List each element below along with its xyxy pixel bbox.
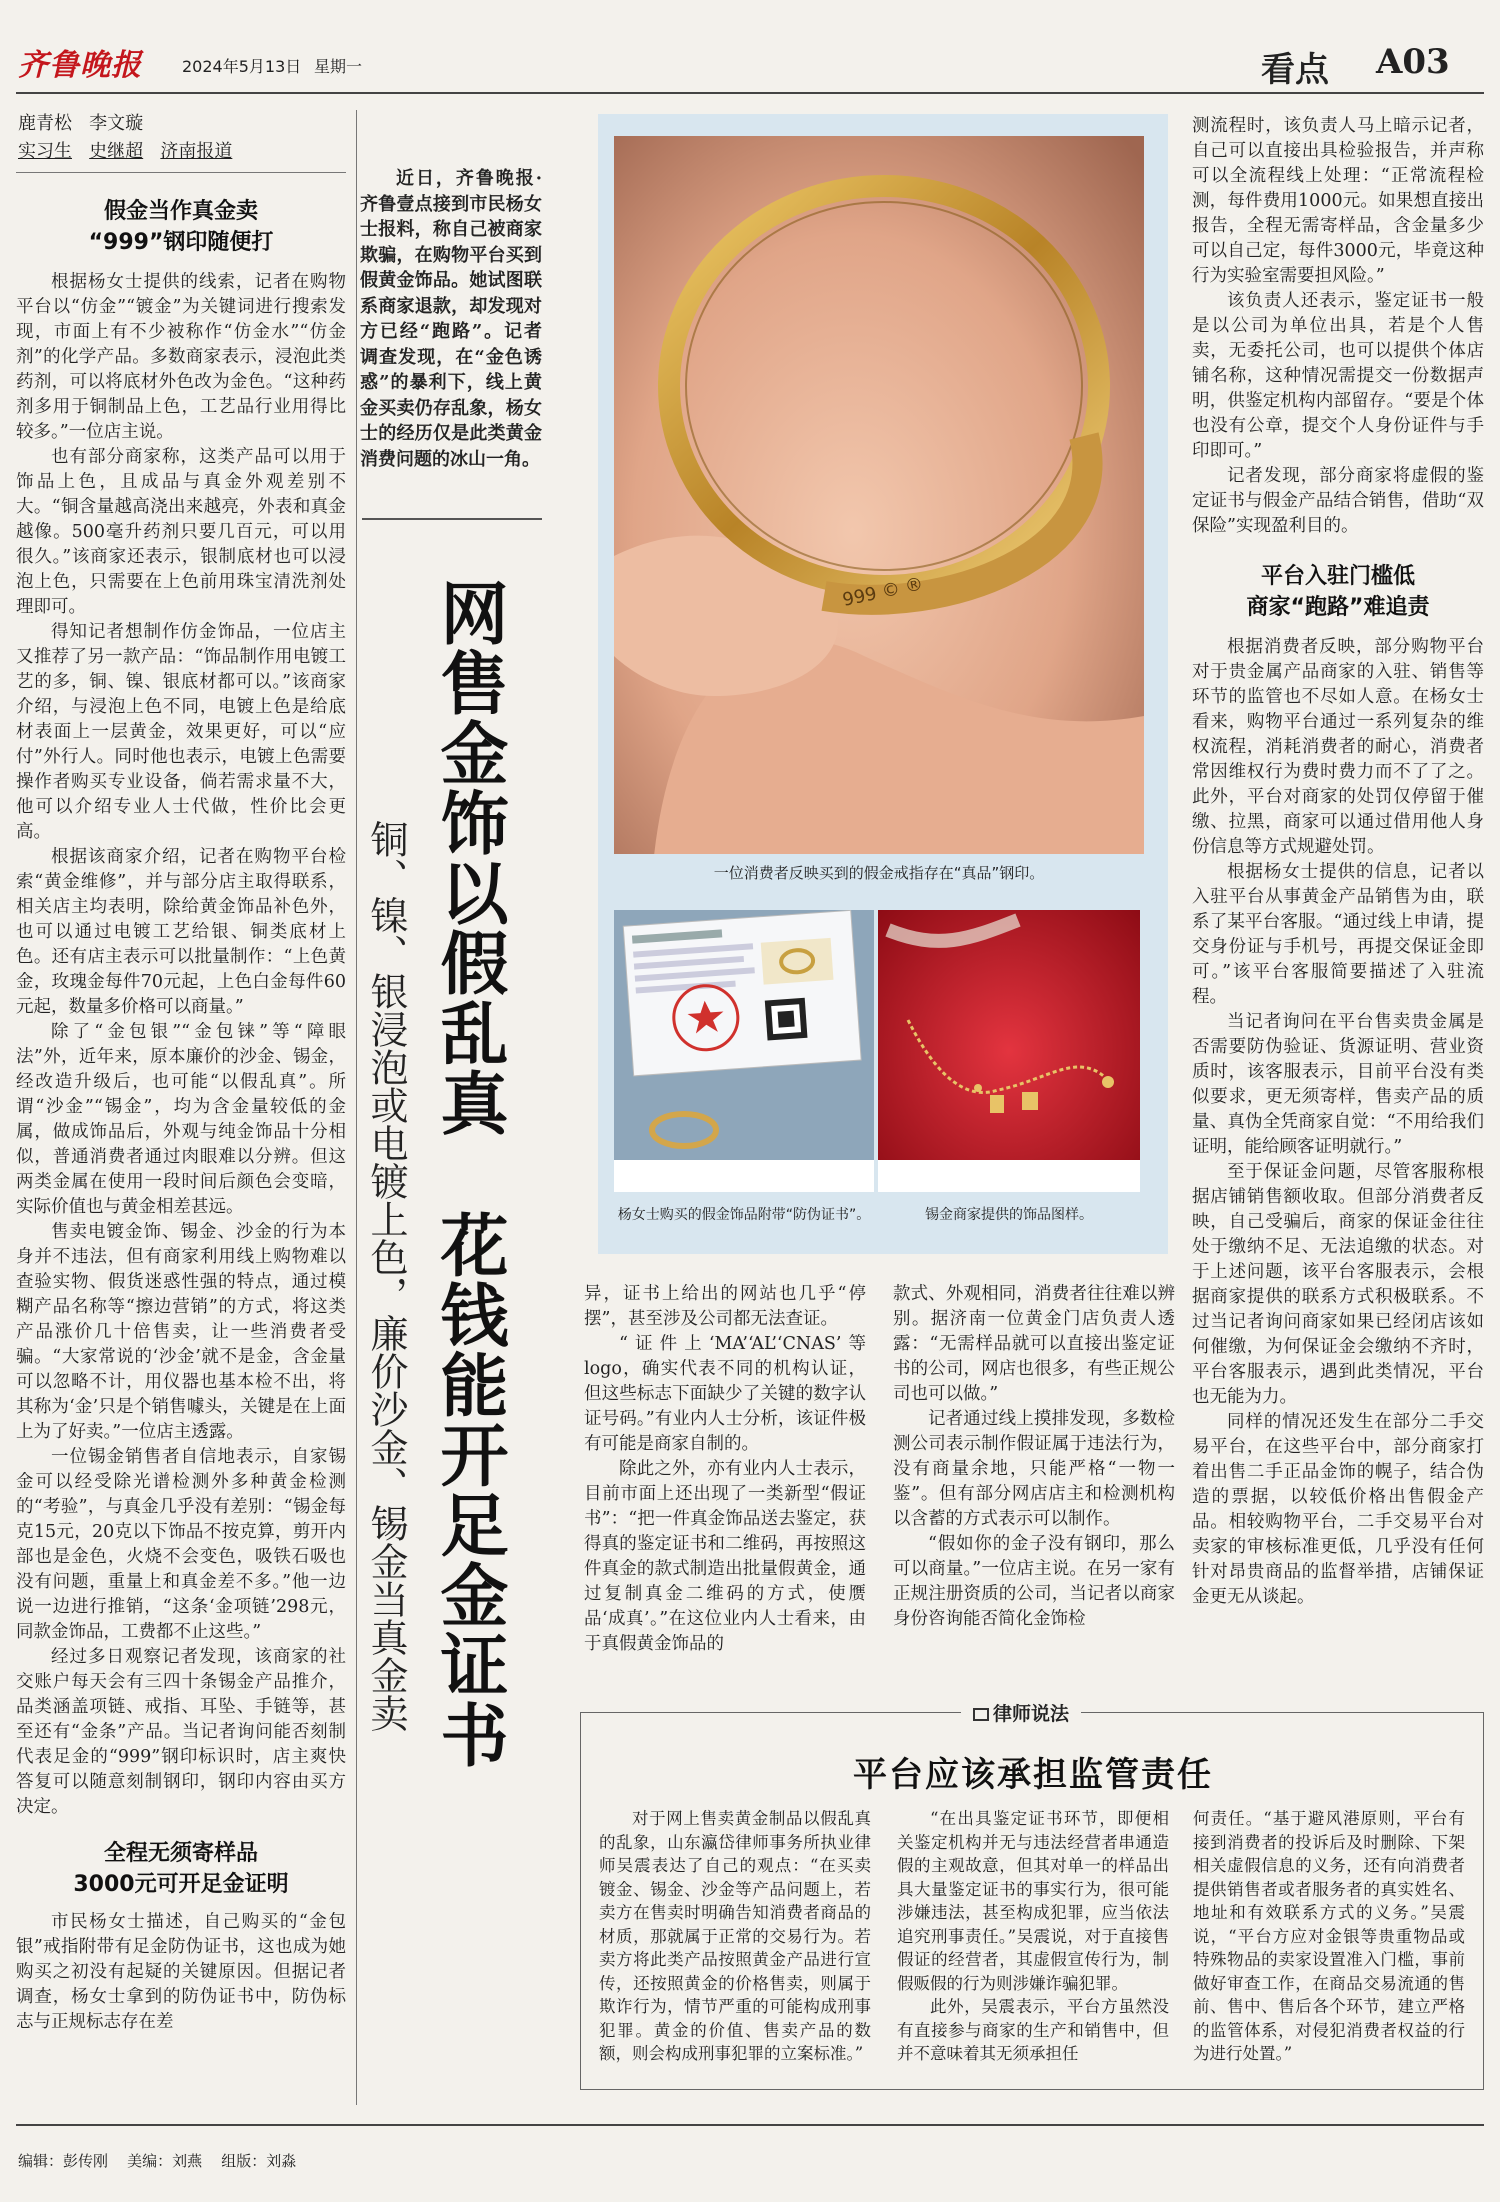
col1-subhead-2 <box>16 1838 346 1900</box>
col1-body <box>16 270 346 2035</box>
jewelry-photo <box>878 910 1140 1192</box>
col1-subhead-1 <box>16 196 346 258</box>
byline-role: 实习生 <box>18 141 72 162</box>
paragraph: 根据杨女士提供的线索，记者在购物平台以“仿金”“镀金”为关键词进行搜索发现，市面上有不少被称作“仿金水”“仿金剂”的化学产品。多数商家表示，浸泡此类药剂，可以将底材外色改为金色。“这种药剂多用于铜制品上色，工艺品行业用得比较多。”一位店主说。 <box>16 272 346 442</box>
credit-editor: 编辑：彭传刚 <box>18 2152 109 2170</box>
reporter-name: 李文璇 <box>89 113 144 134</box>
mid-col-b <box>893 1282 1175 1632</box>
lead-rule <box>362 518 542 520</box>
paragraph: 何责任。“基于避风港原则，平台有接到消费者的投诉后及时删除、下架相关虚假信息的义务，还有向消费者提供销售者或者服务者的真实姓名、地址和有效联系方式的义务。”吴震说，“平台方应对金银等贵重物品或特殊物品的卖家设置准入门槛，事前做好审查工作，在商品交易流通的售前、售中、售后各个环节，建立严格的监管体系，对侵犯消费者权益的行为进行处置。” <box>1193 1809 1465 2063</box>
ring-photo-caption: 一位消费者反映买到的假金戒指存在“真品”钢印。 <box>713 864 1045 882</box>
paragraph: 也有部分商家称，这类产品可以用于饰品上色，且成品与真金外观差别不大。“铜含量越高浇出来越亮，外表和真金越像。500毫升药剂只要几百元，可以用很久。”该商家还表示，银制底材也可以浸泡上色，只需要在上色前用珠宝清洗剂处理即可。 <box>16 447 346 617</box>
lawyer-col-3 <box>1193 1807 1465 2066</box>
credit-layout: 组版：刘淼 <box>221 2152 297 2170</box>
paragraph: 记者发现，部分商家将虚假的鉴定证书与假金产品结合销售，借助“双保险”实现盈利目的。 <box>1192 466 1484 536</box>
issue-weekday: 星期一 <box>314 57 363 76</box>
byline <box>18 110 348 166</box>
right-subhead <box>1192 561 1484 623</box>
headline-deck: 铜、镍、银浸泡或电镀上色，廉价沙金、锡金当真金卖 <box>364 820 408 1732</box>
paragraph: 根据杨女士提供的信息，记者以入驻平台从事黄金产品销售为由，联系了某平台客服。“通过线上申请，提交身份证与手机号，再提交保证金即可。”该平台客服简要描述了入驻流程。 <box>1192 862 1484 1007</box>
paragraph: 一位锡金销售者自信地表示，自家锡金可以经受除光谱检测外多种黄金检测的“考验”，与真金几乎没有差别：“锡金每克15元，20克以下饰品不按克算，剪开内部也是金色，火烧不会变色，吸铁石吸也没有问题，重量上和真金差不多。”他一边说一边进行推销，“这条‘金项链’298元，同款金饰品，工费都不止这些。” <box>16 1447 346 1642</box>
certificate-caption: 杨女士购买的假金饰品附带“防伪证书”。 <box>617 1207 871 1223</box>
paragraph: “假如你的金子没有钢印，那么可以商量。”一位店主说。在另一家有正规注册资质的公司，当记者以商家身份咨询能否简化金饰检 <box>893 1534 1175 1629</box>
footer-rule <box>16 2124 1484 2126</box>
header-rule <box>16 92 1484 94</box>
dateline: 济南报道 <box>160 141 233 162</box>
paragraph: 记者通过线上摸排发现，多数检测公司表示制作假证属于违法行为，没有商量余地，只能严格“一物一鉴”。但有部分网店店主和检测机构以含蓄的方式表示可以制作。 <box>893 1409 1175 1529</box>
quote-icon <box>973 1708 989 1721</box>
paragraph: 得知记者想制作仿金饰品，一位店主又推荐了另一款产品：“饰品制作用电镀工艺的多，铜、镍、银底材都可以。”该商家介绍，与浸泡上色不同，电镀上色是给底材表面上一层黄金，效果更好，可以“应付”外行人。同时他也表示，电镀上色需要操作者购买专业设备，倘若需求量不大，他可以介绍专业人士代做，性价比会更高。 <box>16 622 346 842</box>
lawyer-box <box>580 1703 1484 2090</box>
paragraph: 至于保证金问题，尽管客服称根据店铺销售额收取。但部分消费者反映，自己受骗后，商家的保证金往往处于缴纳不足、无法追缴的状态。对于上述问题，该平台客服表示，会根据商家提供的联系方式积极联系。不过当记者询问商家如果已经闭店该如何催缴，为何保证金会缴纳不齐时，平台客服表示，遇到此类情况，平台也无能为力。 <box>1192 1162 1484 1407</box>
mid-col-a <box>584 1282 866 1657</box>
paragraph: 根据消费者反映，部分购物平台对于贵金属产品商家的入驻、销售等环节的监管也不尽如人意。在杨女士看来，购物平台通过一系列复杂的维权流程，消耗消费者的耐心，消费者常因维权行为费时费力而不了了之。此外，平台对商家的处罚仅停留于催缴、拉黑，商家可以通过借用他人身份信息等方式规避处罚。 <box>1192 637 1484 857</box>
credit-designer: 美编：刘燕 <box>127 2152 203 2170</box>
paragraph: 该负责人还表示，鉴定证书一般是以公司为单位出具，若是个人售卖，无委托公司，也可以提供个体店铺名称，这种情况需提交一份数据声明，供鉴定机构内部留存。“要是个体也没有公章，提交个人身份证件与手印即可。” <box>1192 291 1484 461</box>
paragraph: 售卖电镀金饰、锡金、沙金的行为本身并不违法，但有商家利用线上购物难以查验实物、假货迷惑性强的特点，通过模糊产品名称等“擦边营销”的方式，将这类产品涨价几十倍售卖，让一些消费者受骗。“大家常说的‘沙金’就不是金，含金量可以忽略不计，用仪器也基本检不出，将其称为‘金’只是个销售噱头，关键是在上面上为了好卖。”一位店主透露。 <box>16 1222 346 1442</box>
lawyer-col-2 <box>897 1807 1169 2066</box>
paragraph: 款式、外观相同，消费者往往难以辨别。据济南一位黄金门店负责人透露：“无需样品就可以直接出鉴定证书的公司，网店也很多，有些正规公司也可以做。” <box>893 1284 1175 1404</box>
paragraph: 除此之外，亦有业内人士表示，目前市面上还出现了一类新型“假证书”：“把一件真金饰品送去鉴定，获得真的鉴定证书和二维码，再按照这件真金的款式制造出批量假黄金，通过复制真金二维码的方式，使赝品‘成真’。”在这位业内人士看来，由于真假黄金饰品的 <box>584 1459 866 1654</box>
paragraph: 异，证书上给出的网站也几乎“停摆”，甚至涉及公司都无法查证。 <box>584 1284 866 1329</box>
ring-photo-art <box>614 136 1144 854</box>
page-number: A03 <box>1376 42 1450 82</box>
lawyer-tag <box>961 1699 1081 1726</box>
paragraph: 对于网上售卖黄金制品以假乱真的乱象，山东瀛岱律师事务所执业律师吴震表达了自己的观点：“在买卖镀金、锡金、沙金等产品问题上，若卖方在售卖时明确告知消费者商品的材质，那就属于正常的交易行为。若卖方将此类产品按照黄金产品进行宣传，还按照黄金的价格售卖，则属于欺诈行为，情节严重的可能构成刑事犯罪。黄金的价值、售卖产品的数额，则会构成刑事犯罪的立案标准。” <box>599 1809 871 2063</box>
lawyer-col-1 <box>599 1807 871 2066</box>
ring-photo <box>614 136 1144 854</box>
subhead-line: 假金当作真金卖 <box>103 199 258 224</box>
ring-stamp: 999 © ® <box>840 573 926 611</box>
lawyer-tag-label: 律师说法 <box>993 1703 1070 1725</box>
subhead-line: 3000元可开足金证明 <box>73 1872 289 1897</box>
subhead-line: 商家“跑路”难追责 <box>1246 595 1430 620</box>
paragraph: 经过多日观察记者发现，该商家的社交账户每天会有三四十条锡金产品推介，品类涵盖项链、戒指、耳坠、手链等，甚至还有“金条”产品。当记者询问能否刻制代表足金的“999”钢印标识时，店主爽快答复可以随意刻制钢印，钢印内容由买方决定。 <box>16 1647 346 1817</box>
paragraph: 同样的情况还发生在部分二手交易平台，在这些平台中，部分商家打着出售二手正品金饰的幌子，结合伪造的票据，以较低价格出售假金产品。相较购物平台，二手交易平台对卖家的审核标准更低，几乎没有任何针对昂贵商品的监督举措，店铺保证金更无从谈起。 <box>1192 1412 1484 1607</box>
footer-credits <box>18 2150 296 2171</box>
section-name: 看点 <box>1261 50 1329 90</box>
paragraph: 测流程时，该负责人马上暗示记者，自己可以直接出具检验报告，并声称可以全流程线上处理：“正常流程检测，每件费用1000元。如果想直接出报告，全程无需寄样品，含金量多少可以自己定，每件3000元，毕竟这种行为实验室需要担风险。” <box>1192 116 1484 286</box>
byline-reporters <box>18 110 348 138</box>
lead-paragraph: 近日，齐鲁晚报·齐鲁壹点接到市民杨女士报料，称自己被商家欺骗，在购物平台买到假黄金饰品。她试图联系商家退款，却发现对方已经“跑路”。记者调查发现，在“金色诱惑”的暴利下，线上黄金买卖仍存乱象，杨女士的经历仅是此类黄金消费问题的冰山一角。 <box>360 168 542 470</box>
subhead-line: “999”钢印随便打 <box>88 230 274 255</box>
headline-main-right: 花钱能开足金证书 <box>429 1210 509 1770</box>
paragraph: 除了“金包银”“金包铼”等“障眼法”外，近年来，原本廉价的沙金、锡金，经改造升级后，也可能“以假乱真”。所谓“沙金”“锡金”，均为含金量较低的金属，做成饰品后，外观与纯金饰品十分相似，普通消费者通过肉眼难以分辨。但这两类金属在使用一段时间后颜色会变暗，实际价值也与黄金相差甚远。 <box>16 1022 346 1217</box>
subhead-line: 平台入驻门槛低 <box>1260 564 1415 589</box>
certificate-art <box>614 910 874 1192</box>
right-col <box>1192 114 1484 1610</box>
paragraph: 当记者询问在平台售卖贵金属是否需要防伪验证、货源证明、营业资质时，该客服表示，目前平台没有类似要求，更无须寄样，售卖产品的质量、真伪全凭商家自觉：“不用给我们证明，能给顾客证明就行。” <box>1192 1012 1484 1157</box>
paragraph: “证件上‘MA’‘AL’‘CNAS’等logo，确实代表不同的机构认证，但这些标志下面缺少了关键的数字认证号码。”有业内人士分析，该证件极有可能是商家自制的。 <box>584 1334 866 1454</box>
jewelry-caption: 锡金商家提供的饰品图样。 <box>925 1207 1093 1223</box>
jewelry-art <box>878 910 1140 1192</box>
subhead-line: 全程无须寄样品 <box>103 1841 258 1866</box>
reporter-name: 史继超 <box>89 141 144 162</box>
paragraph: 根据该商家介绍，记者在购物平台检索“黄金维修”，并与部分店主取得联系，相关店主均表明，除给黄金饰品补色外，也可以通过电镀工艺给银、铜类底材上色。还有店主表示可以批量制作：“上色黄金，玫瑰金每件70元起，上色白金每件60元起，数量多价格可以商量。” <box>16 847 346 1017</box>
headline-main-left: 网售金饰以假乱真 <box>429 578 509 1138</box>
masthead: 齐鲁晚报 <box>18 48 142 83</box>
issue-date: 2024年5月13日 <box>182 57 302 76</box>
paragraph: 市民杨女士描述，自己购买的“金包银”戒指附带有足金防伪证书，这也成为她购买之初没有起疑的关键原因。但据记者调查，杨女士拿到的防伪证书中，防伪标志与正规标志存在差 <box>16 1912 346 2032</box>
byline-rule <box>16 172 346 173</box>
paragraph: 此外，吴震表示，平台方虽然没有直接参与商家的生产和销售中，但并不意味着其无须承担任 <box>897 1997 1169 2063</box>
byline-intern <box>18 138 348 166</box>
paragraph: “在出具鉴定证书环节，即便相关鉴定机构并无与违法经营者串通造假的主观故意，但其对单一的样品出具大量鉴定证书的事实行为，很可能涉嫌违法，甚至构成犯罪，应当依法追究刑事责任。”吴震说，对于直接售假证的经营者，其虚假宣传行为，制假贩假的行为则涉嫌诈骗犯罪。 <box>897 1809 1169 1993</box>
certificate-photo <box>614 910 874 1192</box>
reporter-name: 鹿青松 <box>18 113 72 134</box>
lawyer-title: 平台应该承担监管责任 <box>853 1755 1213 1795</box>
col-divider <box>356 110 357 2105</box>
